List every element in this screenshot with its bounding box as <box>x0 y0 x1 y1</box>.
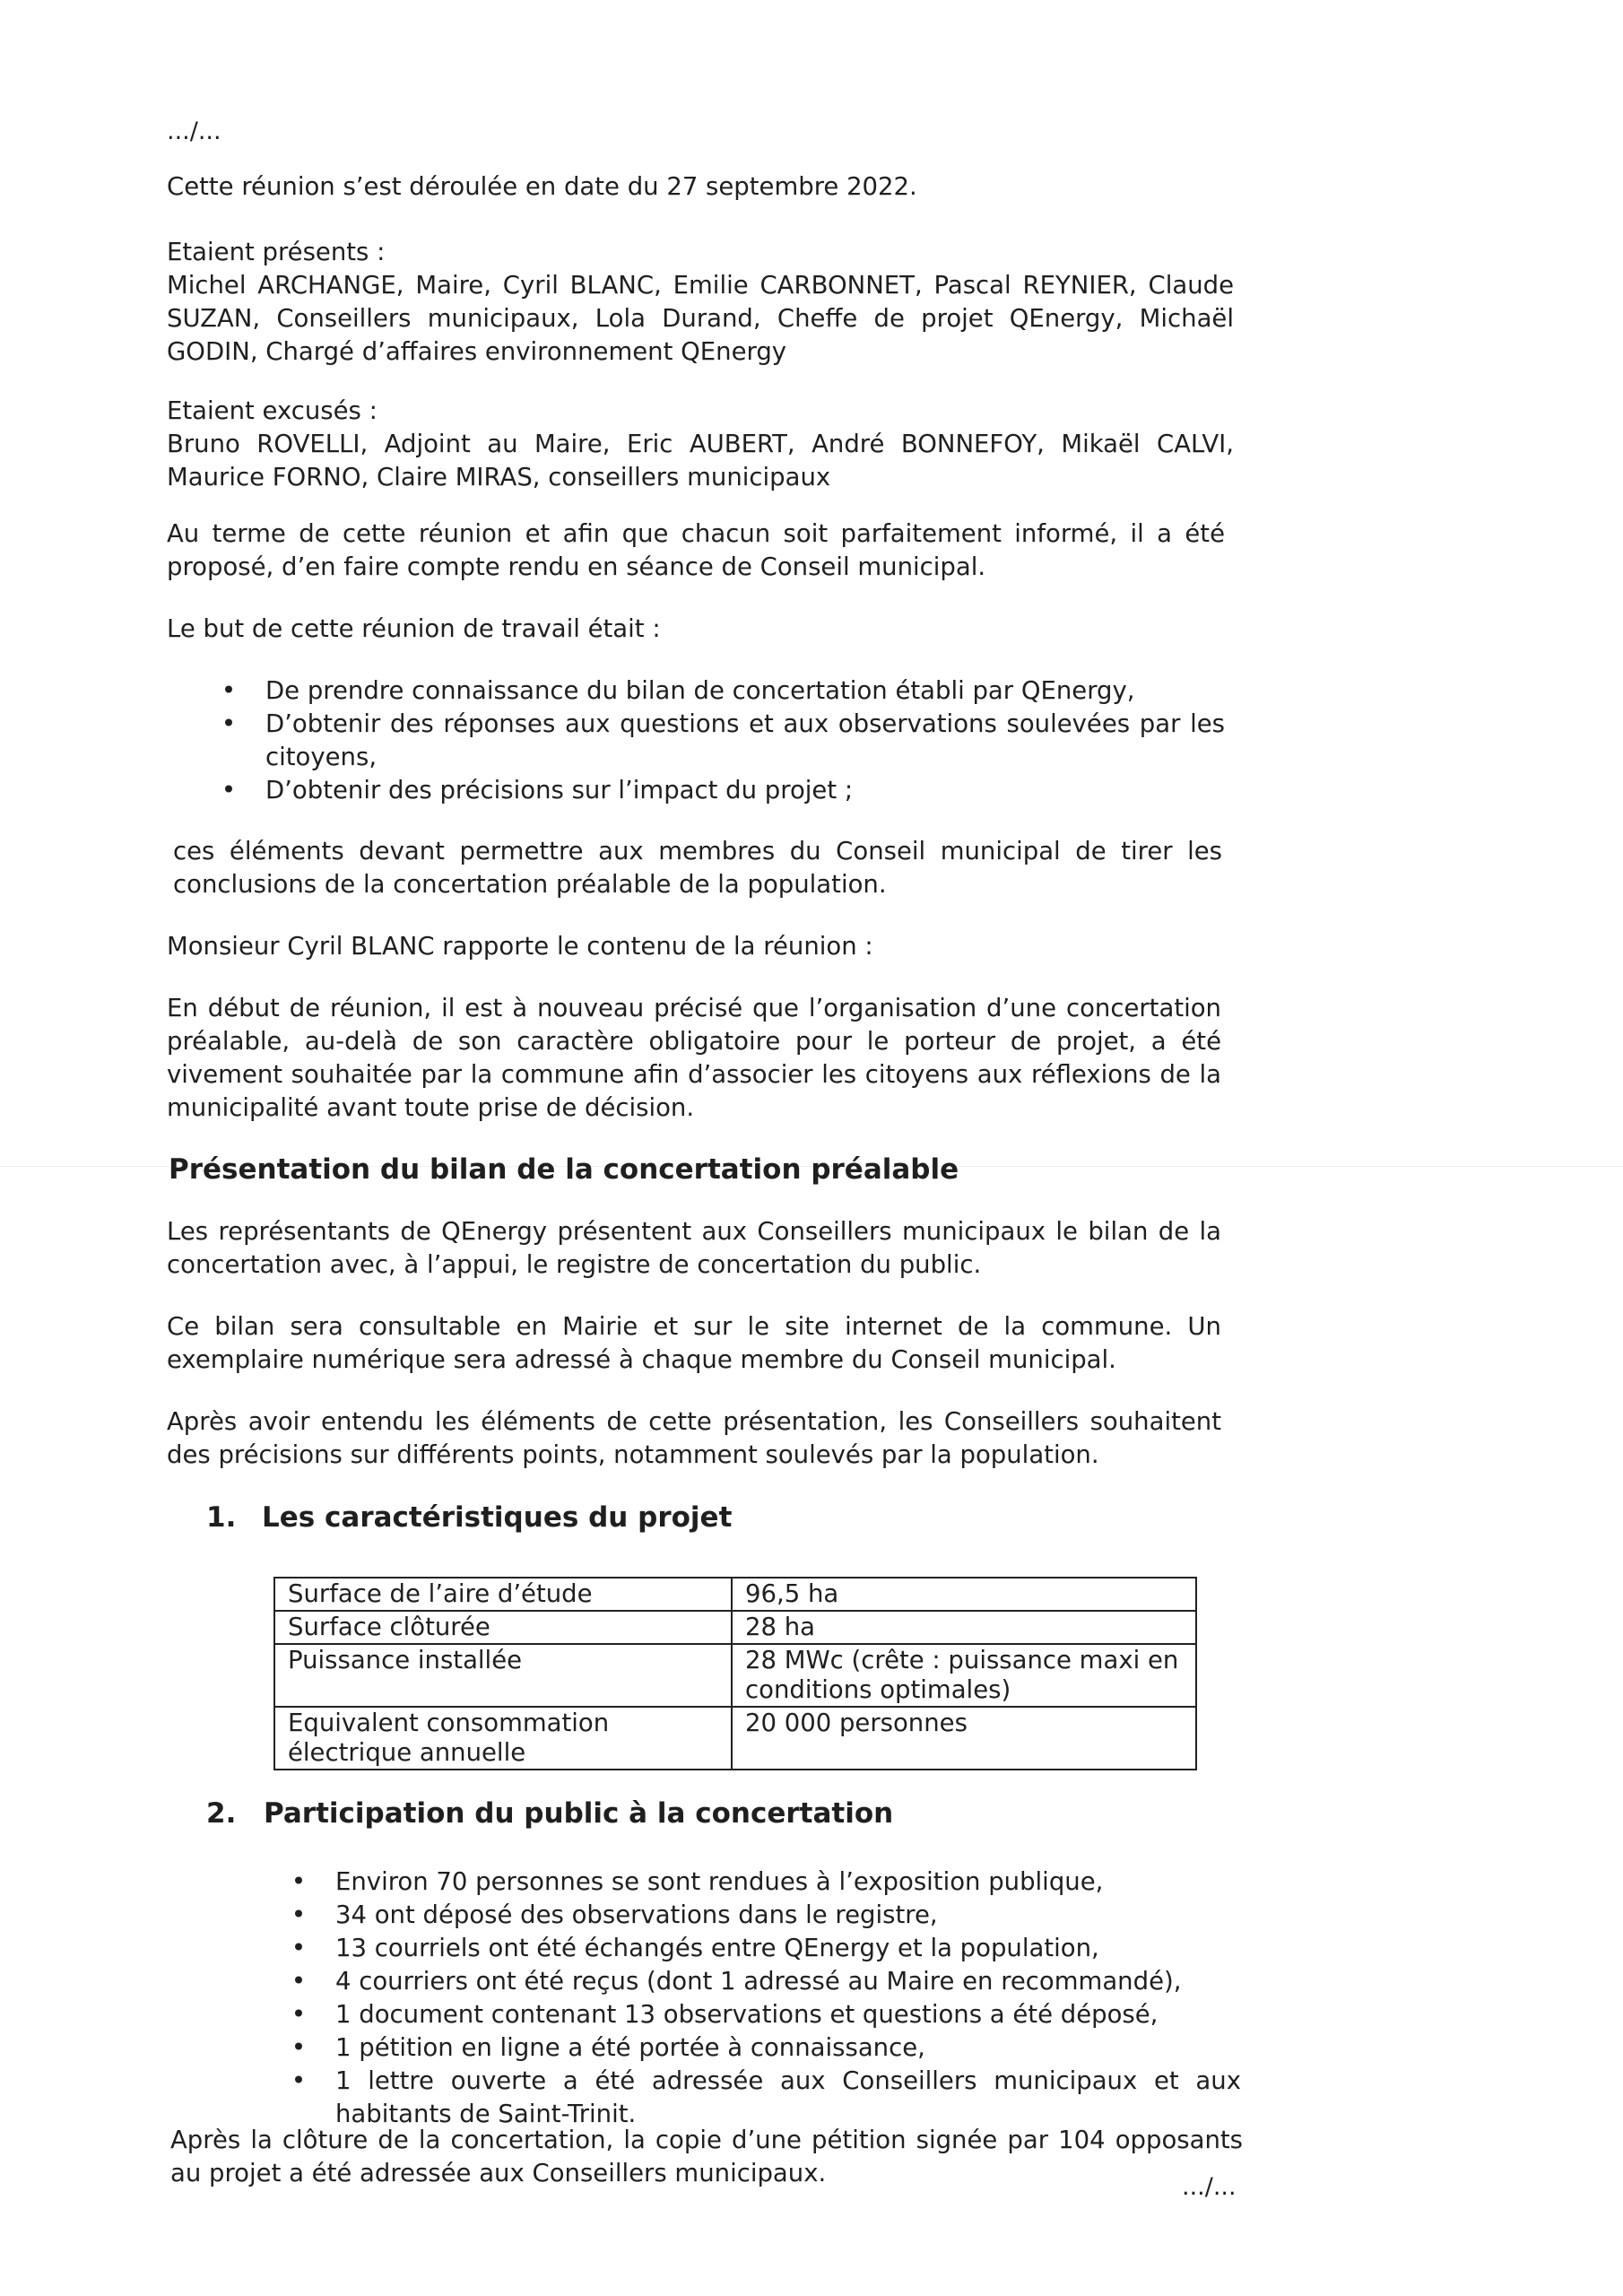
bullet-icon: • <box>221 709 237 738</box>
but-intro: Le but de cette réunion de travail était : <box>167 614 661 643</box>
heading-2-title: Participation du public à la concertation <box>264 1797 894 1830</box>
participation-list <box>285 1866 1241 2131</box>
list-item: • Environ 70 personnes se sont rendues à l’exposition publique, <box>285 1866 1241 1899</box>
list-item: • 13 courriels ont été échangés entre QEnergy et la population, <box>285 1932 1241 1965</box>
table-cell-value: 28 ha <box>732 1611 1196 1644</box>
bullet-icon: • <box>291 1967 307 1996</box>
excuses-block <box>167 395 1234 494</box>
rapporte-paragraph: Monsieur Cyril BLANC rapporte le contenu de la réunion : <box>167 932 873 961</box>
bullet-icon: • <box>291 1934 307 1962</box>
apres-paragraph: Après avoir entendu les éléments de cette présentation, les Conseillers souhaitent des précisions sur différents points, notamment soulevés par la population. <box>167 1407 1221 1469</box>
section-title: Présentation du bilan de la concertation préalable <box>169 1153 959 1186</box>
list-item: • D’obtenir des réponses aux questions et aux observations soulevées par les citoyens, <box>215 708 1225 774</box>
table-cell-value: 28 MWc (crête : puissance maxi en conditions optimales) <box>732 1644 1196 1707</box>
list-item: • 1 pétition en ligne a été portée à connaissance, <box>285 2031 1241 2065</box>
list-item: • 1 lettre ouverte a été adressée aux Conseillers municipaux et aux habitants de Saint-Trinit. <box>285 2065 1241 2131</box>
table-cell-label: Surface de l’aire d’étude <box>274 1578 732 1611</box>
list-item: • 34 ont déposé des observations dans le registre, <box>285 1899 1241 1932</box>
table-row <box>274 1611 1196 1644</box>
list-item: • De prendre connaissance du bilan de concertation établi par QEnergy, <box>215 674 1225 708</box>
bullet-icon: • <box>291 2033 307 2062</box>
bullet-icon: • <box>221 676 237 705</box>
excuses-names: Bruno ROVELLI, Adjoint au Maire, Eric AUBERT, André BONNEFOY, Mikaël CALVI, Maurice FORNO, Claire MIRAS, conseillers municipaux <box>167 430 1234 491</box>
list-item: • 4 courriers ont été reçus (dont 1 adressé au Maire en recommandé), <box>285 1965 1241 1998</box>
representants-paragraph: Les représentants de QEnergy présentent aux Conseillers municipaux le bilan de la concertation avec, à l’appui, le registre de concertation du public. <box>167 1217 1221 1279</box>
heading-2-number: 2. <box>206 1797 237 1830</box>
table-cell-value: 20 000 personnes <box>732 1707 1196 1770</box>
bullet-icon: • <box>291 2066 307 2095</box>
list-item: • D’obtenir des précisions sur l’impact du projet ; <box>215 774 1225 807</box>
terme-paragraph: Au terme de cette réunion et afin que chacun soit parfaitement informé, il a été proposé, d’en faire compte rendu en séance de Conseil municipal. <box>167 519 1225 581</box>
elements-paragraph: ces éléments devant permettre aux membres du Conseil municipal de tirer les conclusions de la concertation préalable de la population. <box>173 837 1222 899</box>
debut-paragraph: En début de réunion, il est à nouveau précisé que l’organisation d’une concertation préalable, au-delà de son caractère obligatoire pour le porteur de projet, a été vivement souhaitée par la commune afin d’associer les citoyens aux réflexions de la municipalité avant toute prise de décision. <box>167 994 1221 1122</box>
table-row <box>274 1707 1196 1770</box>
intro-paragraph: Cette réunion s’est déroulée en date du 27 septembre 2022. <box>167 172 917 201</box>
table-cell-value: 96,5 ha <box>732 1578 1196 1611</box>
characteristics-table <box>273 1577 1197 1770</box>
bullet-icon: • <box>221 776 237 804</box>
table-cell-label: Equivalent consommation électrique annuelle <box>274 1707 732 1770</box>
table-cell-label: Surface clôturée <box>274 1611 732 1644</box>
cloture-paragraph: Après la clôture de la concertation, la copie d’une pétition signée par 104 opposants au projet a été adressée aux Conseillers municipaux. <box>170 2126 1243 2187</box>
excuses-label: Etaient excusés : <box>167 396 378 425</box>
heading-1-title: Les caractéristiques du projet <box>262 1501 733 1534</box>
presents-names: Michel ARCHANGE, Maire, Cyril BLANC, Emilie CARBONNET, Pascal REYNIER, Claude SUZAN, Conseillers municipaux, Lola Durand, Cheffe de projet QEnergy, Michaël GODIN, Chargé d’affaires environnement QEnergy <box>167 271 1234 366</box>
bullet-icon: • <box>291 2000 307 2029</box>
heading-1-number: 1. <box>206 1501 237 1534</box>
table-row <box>274 1644 1196 1707</box>
consultable-paragraph: Ce bilan sera consultable en Mairie et sur le site internet de la commune. Un exemplaire numérique sera adressé à chaque membre du Conseil municipal. <box>167 1312 1221 1374</box>
bullet-icon: • <box>291 1900 307 1929</box>
presents-label: Etaient présents : <box>167 238 386 266</box>
but-list <box>215 674 1225 807</box>
continuation-marker-top: .../... <box>167 117 221 145</box>
table-cell-label: Puissance installée <box>274 1644 732 1707</box>
list-item: • 1 document contenant 13 observations et questions a été déposé, <box>285 1998 1241 2031</box>
continuation-marker-bottom: .../... <box>1182 2173 1237 2201</box>
presents-block <box>167 236 1234 369</box>
bullet-icon: • <box>291 1867 307 1896</box>
table-row <box>274 1578 1196 1611</box>
